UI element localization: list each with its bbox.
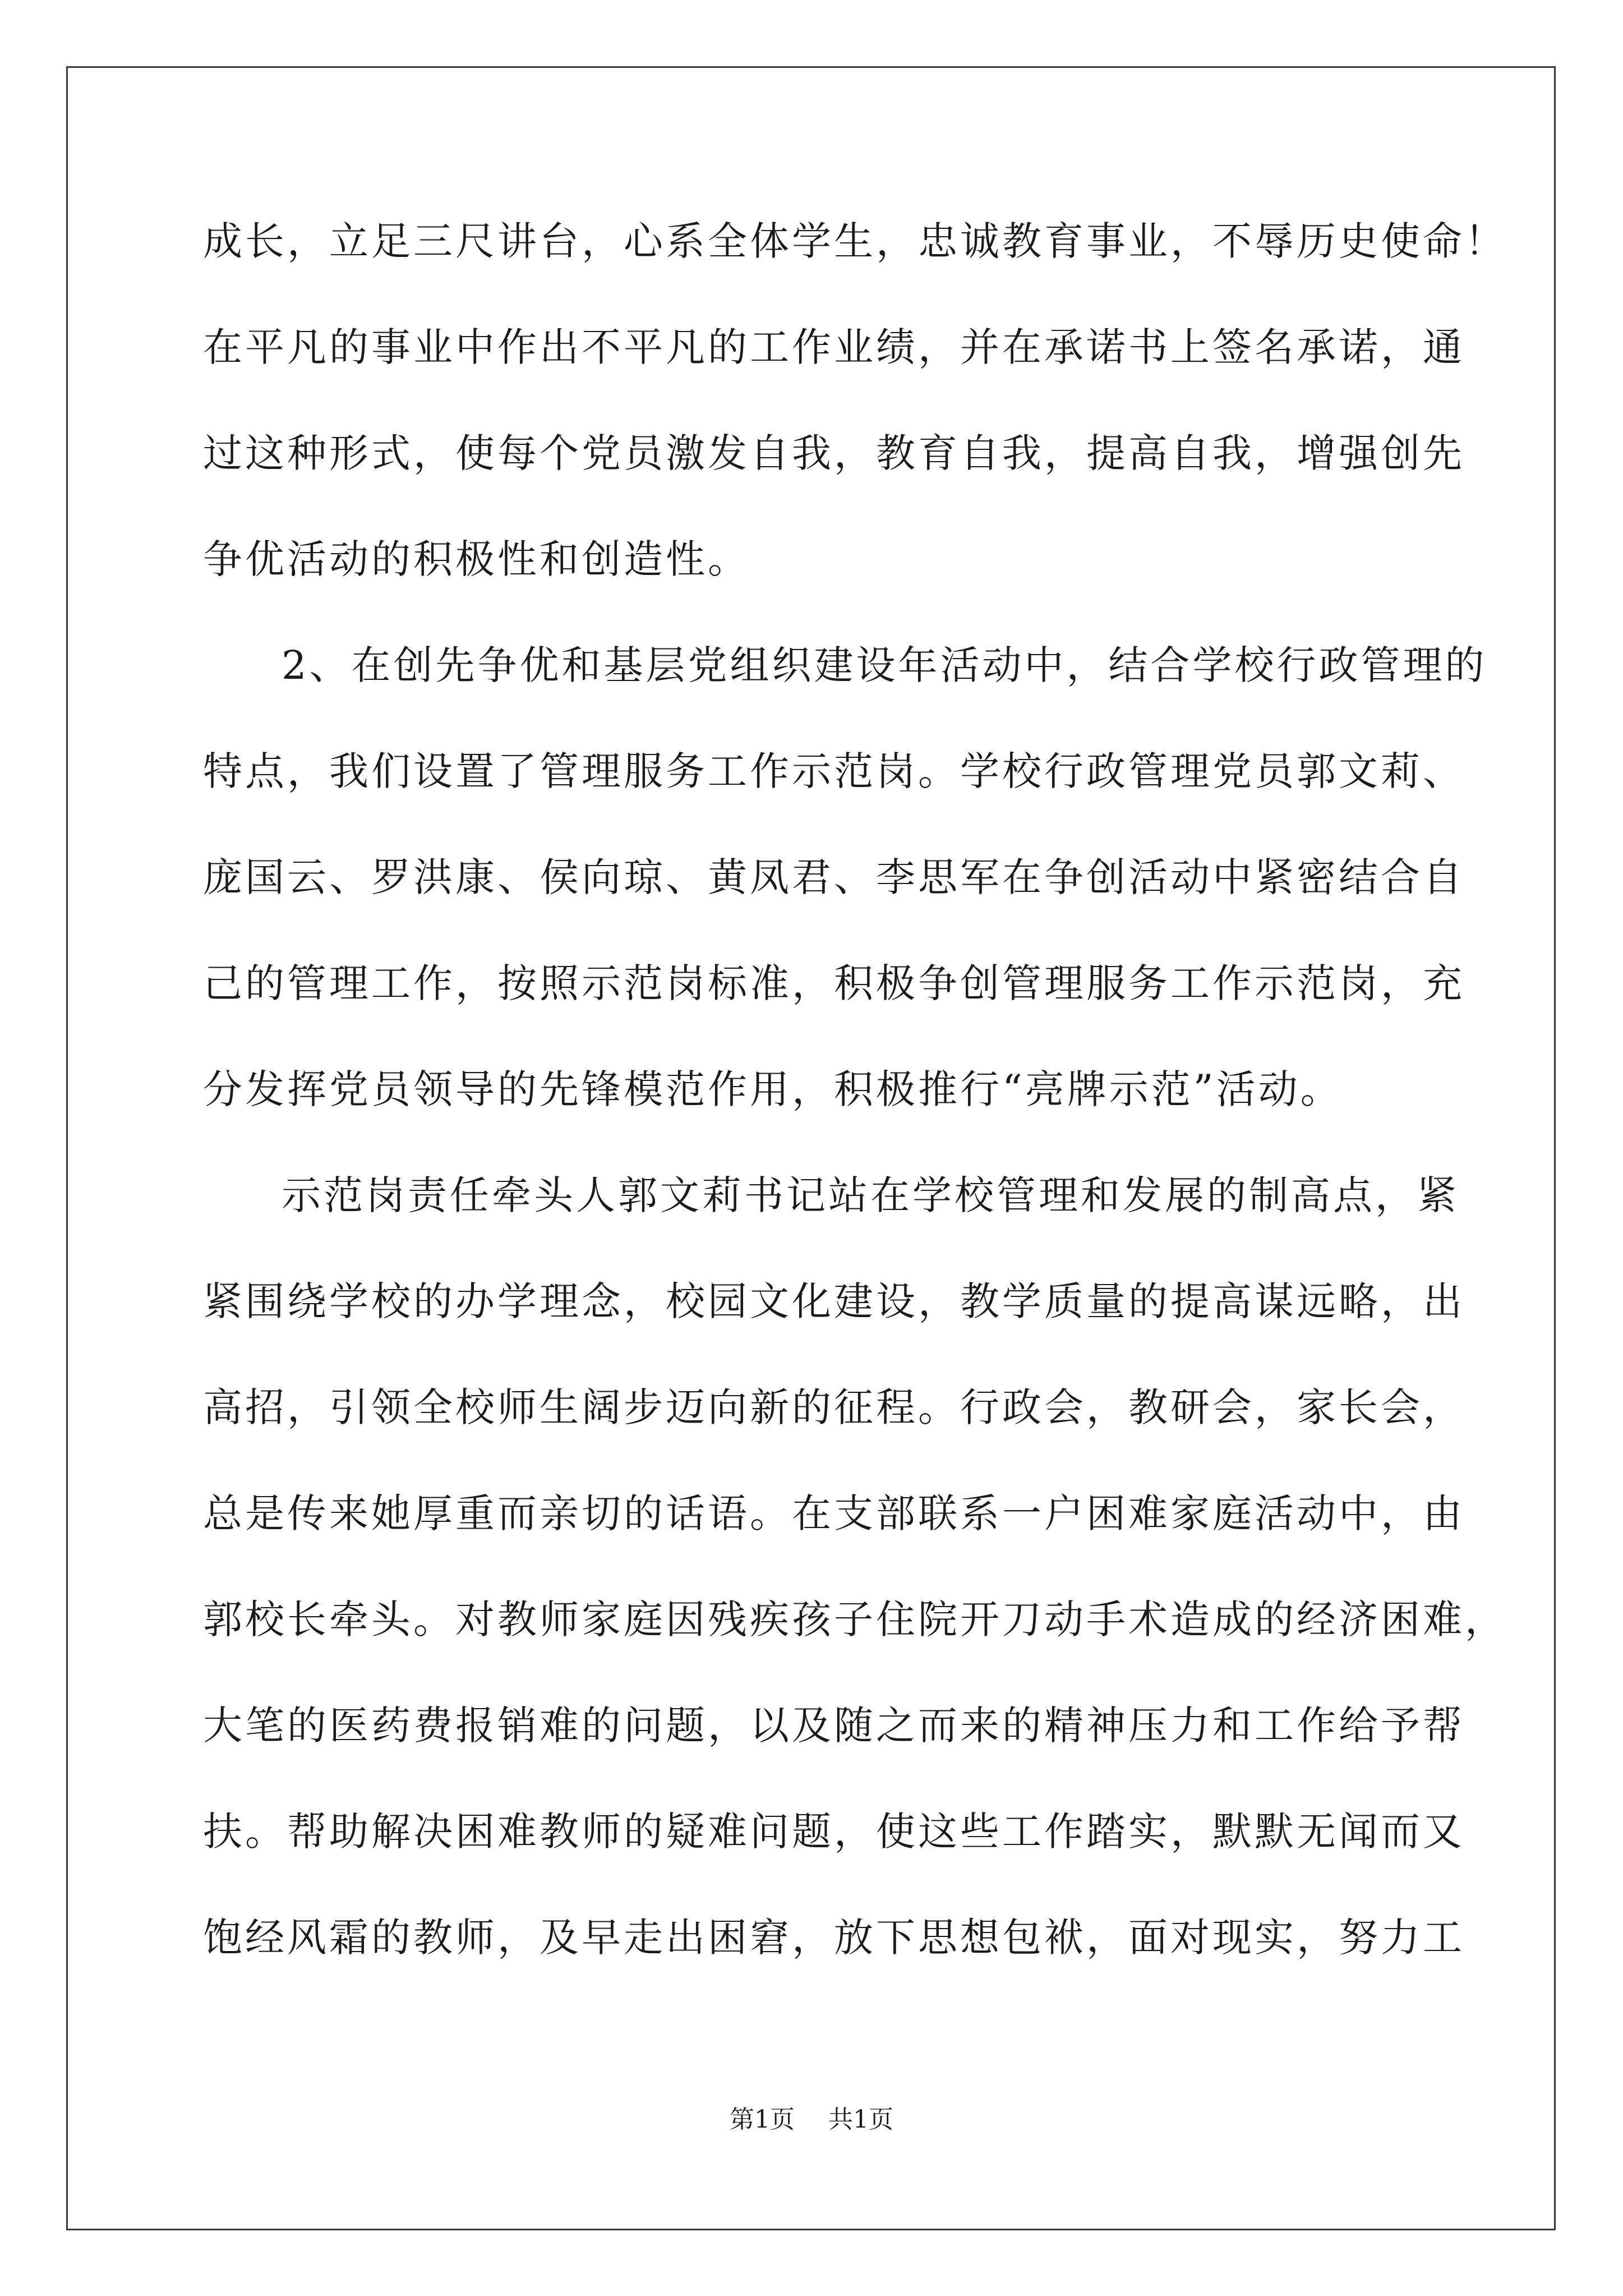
page-footer bbox=[0, 2099, 1623, 2135]
text-line: 庞国云、罗洪康、侯向琼、黄凤君、李思军在争创活动中紧密结合自 bbox=[203, 854, 1465, 900]
text-line: 己的管理工作，按照示范岗标准，积极争创管理服务工作示范岗，充 bbox=[203, 960, 1465, 1006]
text-line: 扶。帮助解决困难教师的疑难问题，使这些工作踏实，默默无闻而又 bbox=[203, 1809, 1465, 1855]
text-line: 总是传来她厚重而亲切的话语。在支部联系一户困难家庭活动中，由 bbox=[203, 1490, 1465, 1536]
text-line: 紧围绕学校的办学理念，校园文化建设，教学质量的提高谋远略，出 bbox=[203, 1278, 1465, 1324]
text-line: 大笔的医药费报销难的问题，以及随之而来的精神压力和工作给予帮 bbox=[203, 1703, 1465, 1749]
text-line: 郭校长牵头。对教师家庭因残疾孩子住院开刀动手术造成的经济困难， bbox=[203, 1596, 1507, 1642]
text-line: 特点，我们设置了管理服务工作示范岗。学校行政管理党员郭文莉、 bbox=[203, 748, 1465, 794]
text-line: 饱经风霜的教师，及早走出困窘，放下思想包袱，面对现实，努力工 bbox=[203, 1915, 1465, 1961]
text-line: 2、在创先争优和基层党组织建设年活动中，结合学校行政管理的 bbox=[282, 642, 1487, 688]
text-line: 高招，引领全校师生阔步迈向新的征程。行政会，教研会，家长会， bbox=[203, 1384, 1465, 1430]
document-body bbox=[203, 202, 1507, 2004]
page-number: 第1页 bbox=[730, 2105, 795, 2134]
text-line: 在平凡的事业中作出不平凡的工作业绩，并在承诺书上签名承诺，通 bbox=[203, 324, 1465, 370]
text-line: 过这种形式，使每个党员激发自我，教育自我，提高自我，增强创先 bbox=[203, 430, 1465, 476]
page-total: 共1页 bbox=[828, 2105, 893, 2134]
text-line: 示范岗责任牵头人郭文莉书记站在学校管理和发展的制高点，紧 bbox=[282, 1172, 1459, 1218]
text-line: 分发挥党员领导的先锋模范作用，积极推行“亮牌示范”活动。 bbox=[203, 1066, 1343, 1112]
text-line: 争优活动的积极性和创造性。 bbox=[203, 536, 750, 582]
text-line: 成长，立足三尺讲台，心系全体学生，忠诚教育事业，不辱历史使命！ bbox=[203, 218, 1507, 264]
